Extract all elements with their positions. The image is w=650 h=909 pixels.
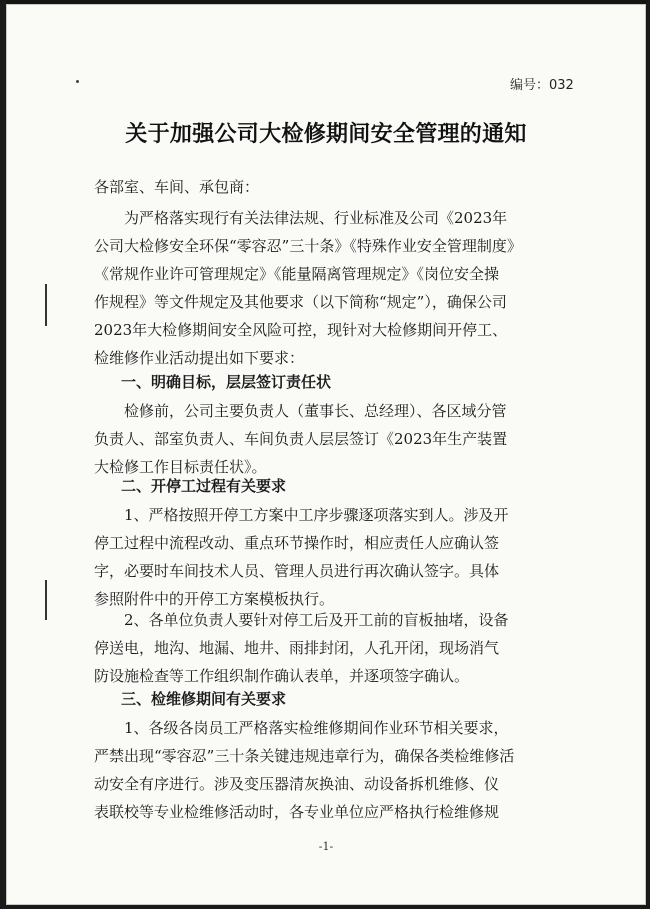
text-line: 动安全有序进行。涉及变压器清灰换油、动设备拆机维修、仪	[94, 775, 500, 793]
text-line: 1、严格按照开停工方案中工序步骤逐项落实到人。涉及开	[94, 506, 509, 524]
section2-item2	[94, 606, 583, 690]
text-line: 检修前，公司主要负责人（董事长、总经理）、各区域分管	[94, 402, 507, 420]
text-line: 公司大检修安全环保“零容忍”三十条》《特殊作业安全管理制度》	[94, 237, 522, 255]
text-line: 大检修工作目标责任状》。	[94, 458, 267, 476]
text-line: 2023年大检修期间安全风险可控，现针对大检修期间开停工、	[94, 321, 508, 339]
text-line: 防设施检查等工作组织制作确认表单，并逐项签字确认。	[94, 667, 470, 685]
text-line: 《常规作业许可管理规定》《能量隔离管理规定》《岗位安全操	[94, 265, 500, 283]
text-line: 表联校等专业检维修活动时，各专业单位应严格执行检维修规	[94, 803, 500, 821]
text-line: 检维修作业活动提出如下要求：	[94, 349, 305, 367]
section1-paragraph	[94, 397, 583, 481]
section3-heading: 三、检维修期间有关要求	[121, 690, 287, 708]
text-line: 1、各级各岗员工严格落实检维修期间作业环节相关要求，	[94, 719, 509, 737]
section3-item1	[94, 714, 583, 826]
text-line: 严禁出现“零容忍”三十条关键违规违章行为，确保各类检维修活	[94, 747, 515, 765]
document-number: 编号：032	[510, 78, 574, 93]
section2-item1	[94, 501, 583, 613]
text-line: 为严格落实现行有关法律法规、行业标准及公司《2023年	[94, 209, 508, 227]
page-number: -1-	[318, 840, 334, 853]
text-line: 2、各单位负责人要针对停工后及开工前的盲板抽堵，设备	[94, 611, 509, 629]
binding-hole-mark	[45, 580, 47, 620]
intro-paragraph	[94, 204, 583, 372]
salutation: 各部室、车间、承包商：	[94, 178, 260, 196]
text-line: 停工过程中流程改动、重点环节操作时，相应责任人应确认签	[94, 534, 500, 552]
text-line: 作规程》等文件规定及其他要求（以下简称“规定”），确保公司	[94, 293, 507, 311]
document-title: 关于加强公司大检修期间安全管理的通知	[125, 121, 527, 147]
binding-hole-mark	[45, 284, 47, 326]
text-line: 参照附件中的开停工方案模板执行。	[94, 590, 335, 608]
text-line: 字，必要时车间技术人员、管理人员进行再次确认签字。具体	[94, 562, 500, 580]
section1-heading: 一、明确目标，层层签订责任状	[121, 373, 332, 391]
scan-speck	[76, 80, 79, 83]
text-line: 负责人、部室负责人、车间负责人层层签订《2023年生产装置	[94, 430, 508, 448]
document-page	[6, 4, 646, 905]
text-line: 停送电，地沟、地漏、地井、雨排封闭，人孔开闭，现场消气	[94, 639, 500, 657]
section2-heading: 二、开停工过程有关要求	[121, 477, 287, 495]
